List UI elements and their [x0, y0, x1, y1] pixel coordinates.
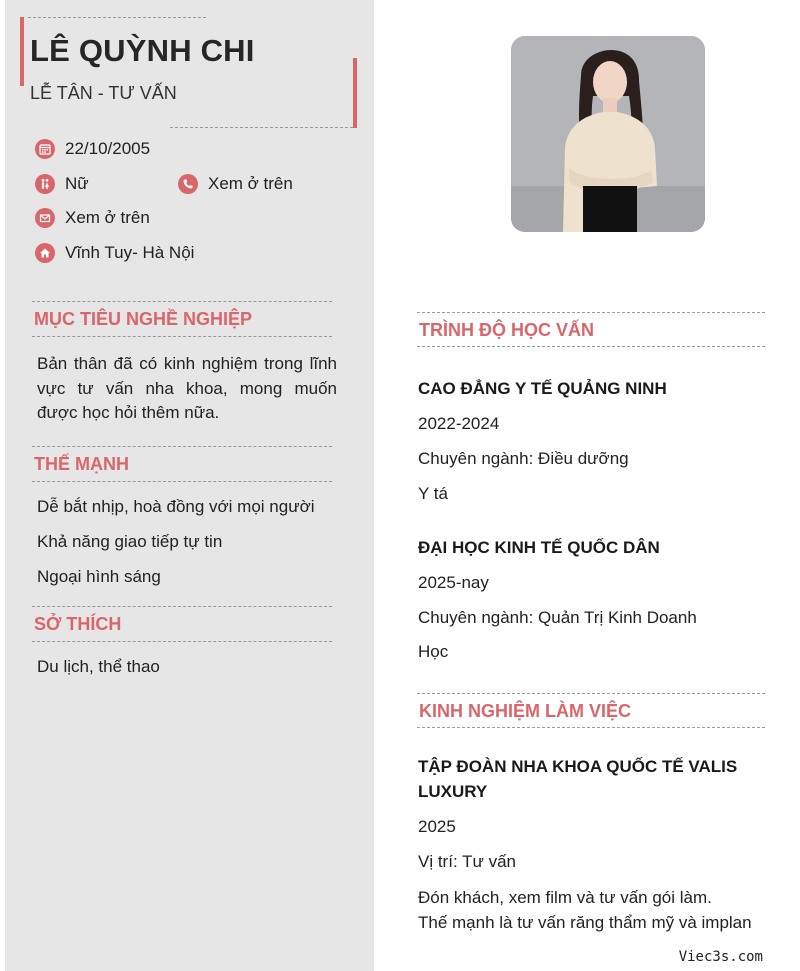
experience-period: 2025	[418, 817, 456, 836]
education-note: Y tá	[418, 484, 448, 503]
education-major: Chuyên ngành: Quản Trị Kinh Doanh	[418, 608, 697, 627]
education-note: Học	[418, 642, 449, 661]
school-name: CAO ĐẲNG Y TẾ QUẢNG NINH	[418, 379, 667, 398]
career-goal-heading	[32, 301, 332, 337]
experience-position: Vị trí: Tư vấn	[418, 852, 516, 871]
divider	[170, 127, 353, 128]
experience-description: Đón khách, xem film và tư vấn gói làm.	[418, 888, 712, 907]
email-row	[35, 208, 150, 228]
name-block	[20, 17, 357, 129]
candidate-name: LÊ QUỲNH CHI	[30, 33, 255, 68]
career-goal-text: Bản thân đã có kinh nghiệm trong lĩnh vực tư vấn nha khoa, mong muốn được học hỏi thêm nữa.	[37, 354, 337, 422]
section-title: KINH NGHIỆM LÀM VIỆC	[419, 701, 632, 721]
watermark: Viec3s.com	[678, 949, 763, 965]
experience-heading	[417, 693, 765, 728]
email-value: Xem ở trên	[65, 208, 150, 227]
home-icon	[35, 243, 55, 263]
education-major: Chuyên ngành: Điều dưỡng	[418, 449, 629, 468]
strength-item: Dễ bắt nhịp, hoà đồng với mọi người	[37, 497, 315, 516]
company-name: TẬP ĐOÀN NHA KHOA QUỐC TẾ VALIS LUXURY	[418, 757, 738, 801]
address-row	[35, 243, 194, 263]
strength-item: Ngoại hình sáng	[37, 567, 161, 586]
job-title: LỄ TÂN - TƯ VẤN	[30, 83, 177, 103]
education-period: 2025-nay	[418, 573, 489, 592]
hobbies-heading	[32, 606, 332, 642]
section-title: THẾ MẠNH	[34, 454, 129, 474]
gender-value: Nữ	[65, 174, 89, 193]
strength-item: Khả năng giao tiếp tự tin	[37, 532, 223, 551]
strengths-heading	[32, 446, 332, 482]
hobbies-text: Du lịch, thể thao	[37, 657, 160, 676]
birthday-row	[35, 139, 150, 159]
birthday-value: 22/10/2005	[65, 139, 151, 158]
school-name: ĐẠI HỌC KINH TẾ QUỐC DÂN	[418, 538, 660, 557]
calendar-icon	[35, 139, 55, 159]
address-value: Vĩnh Tuy- Hà Nội	[65, 243, 195, 262]
section-title: TRÌNH ĐỘ HỌC VẤN	[419, 320, 594, 340]
person-silhouette-icon	[511, 36, 705, 232]
accent-bar	[20, 17, 24, 86]
phone-row	[178, 174, 293, 194]
gender-row	[35, 174, 89, 194]
education-period: 2022-2024	[418, 414, 500, 433]
profile-photo	[511, 36, 705, 232]
accent-bar	[353, 58, 357, 128]
experience-description: Thế mạnh là tư vấn răng thẩm mỹ và implan	[418, 913, 752, 932]
phone-icon	[178, 174, 198, 194]
phone-value: Xem ở trên	[208, 174, 293, 193]
education-heading	[417, 312, 765, 347]
section-title: MỤC TIÊU NGHỀ NGHIỆP	[34, 309, 253, 329]
mail-icon	[35, 208, 55, 228]
gender-icon	[35, 174, 55, 194]
section-title: SỞ THÍCH	[34, 614, 122, 634]
divider	[28, 17, 206, 18]
